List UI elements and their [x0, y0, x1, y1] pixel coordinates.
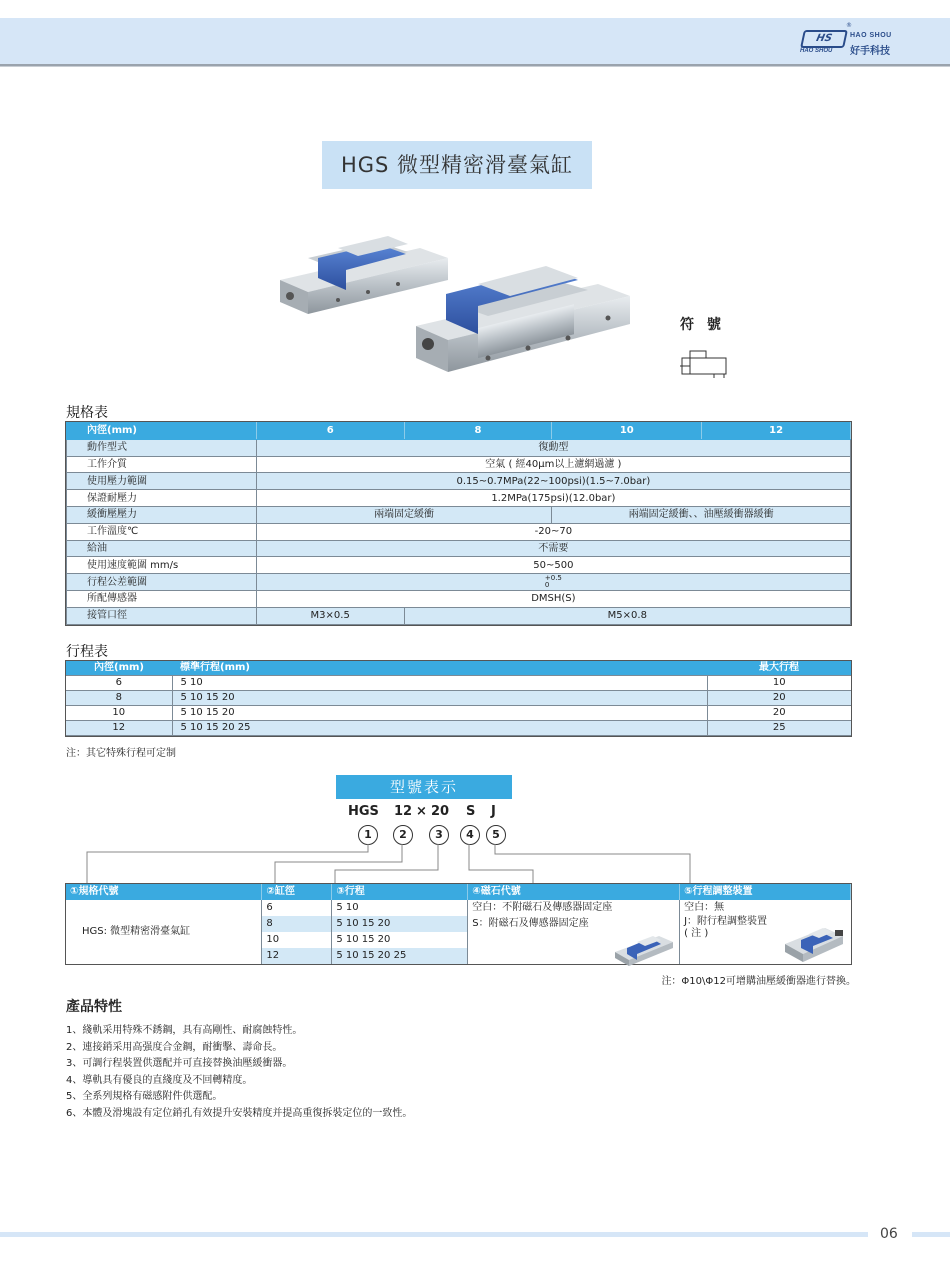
- table-row: [66, 676, 851, 691]
- model-order-table: [66, 884, 851, 964]
- col-max-stroke: 最大行程: [707, 661, 851, 676]
- page-title: HGS 微型精密滑臺氣缸: [322, 141, 592, 189]
- header-divider: [0, 66, 950, 67]
- row-value: 空氣 ( 經40μm以上濾網過濾 ): [256, 456, 850, 473]
- row-value: 兩端固定緩衝: [256, 506, 552, 523]
- header-spec-code: ①規格代號: [66, 884, 262, 900]
- feature-item: 2、連接銷采用高强度合金鋼，耐衝擊、壽命長。: [66, 1042, 283, 1053]
- code-magnet: S: [466, 804, 476, 819]
- spec-name: HGS: 微型精密滑臺氣缸: [82, 926, 191, 937]
- table-row: [67, 456, 851, 473]
- spec-heading: 規格表: [66, 405, 108, 421]
- spec-bore-10: 10: [552, 423, 702, 440]
- table-row: [66, 900, 851, 916]
- cell-max: 20: [707, 691, 851, 706]
- row-label: 緩衝壓壓力: [67, 506, 257, 523]
- feature-item: 3、可調行程裝置供選配并可直接替換油壓緩衝器。: [66, 1058, 293, 1069]
- adjust-j: J：附行程調整裝置: [684, 916, 768, 927]
- magnet-blank: 空白：不附磁石及傳感器固定座: [468, 900, 680, 916]
- row-value: 復動型: [256, 439, 850, 456]
- order-header-row: [66, 884, 851, 900]
- stroke-option: 5 10 15 20 25: [332, 948, 468, 964]
- table-row: [67, 557, 851, 574]
- features-heading: 產品特性: [66, 999, 122, 1015]
- stroke-option: 5 10 15 20: [332, 932, 468, 948]
- stroke-option: 5 10 15 20: [332, 916, 468, 932]
- feature-item: 5、全系列規格有磁感附件供選配。: [66, 1091, 223, 1102]
- code-adjust: J: [491, 804, 496, 819]
- pneumatic-symbol-icon: [678, 348, 730, 380]
- adjust-j-cell: [680, 916, 851, 964]
- cell-bore: 8: [66, 691, 172, 706]
- stroke-note: 注：其它特殊行程可定制: [66, 748, 176, 759]
- spec-bore-6: 6: [256, 423, 404, 440]
- stroke-option: 5 10: [332, 900, 468, 916]
- page-number: 06: [880, 1226, 898, 1242]
- feature-item: 1、綫軌采用特殊不銹鋼，具有高剛性、耐腐蝕特性。: [66, 1025, 303, 1036]
- bore-12: 12: [262, 948, 332, 964]
- row-label: 行程公差範圍: [67, 574, 257, 591]
- stroke-header-row: [66, 661, 851, 676]
- col-standard-stroke: 標準行程(mm): [172, 661, 707, 676]
- table-row: [67, 574, 851, 591]
- row-label: 工作介質: [67, 456, 257, 473]
- logo-english: HAO SHOU: [850, 32, 892, 39]
- spec-table: [66, 422, 851, 625]
- cell-std: 5 10 15 20 25: [172, 721, 707, 736]
- cell-bore: 6: [66, 676, 172, 691]
- row-label: 給油: [67, 540, 257, 557]
- row-value: 不需要: [256, 540, 850, 557]
- table-row: [66, 706, 851, 721]
- circle-1: 1: [358, 825, 378, 845]
- row-label: 所配傳感器: [67, 590, 257, 607]
- model-code-title: 型號表示: [336, 775, 512, 799]
- cell-max: 25: [707, 721, 851, 736]
- cell-max: 20: [707, 706, 851, 721]
- table-row: [67, 590, 851, 607]
- row-value: [256, 574, 850, 591]
- magnet-product-image: [613, 926, 675, 966]
- row-label: 保證耐壓力: [67, 490, 257, 507]
- cell-std: 5 10 15 20: [172, 691, 707, 706]
- brand-logo: [800, 22, 894, 57]
- circle-4: 4: [460, 825, 480, 845]
- row-value: M3×0.5: [256, 607, 404, 624]
- product-image: [278, 218, 638, 393]
- footer-band: [0, 1232, 868, 1237]
- code-times: ×: [416, 804, 427, 819]
- stroke-table: [66, 661, 851, 736]
- logo-english-small: HAO SHOU: [800, 48, 833, 54]
- cell-std: 5 10 15 20: [172, 706, 707, 721]
- magnet-s-cell: [468, 916, 680, 964]
- row-label: 工作溫度℃: [67, 523, 257, 540]
- row-value: 兩端固定緩衝、、油壓緩衝器緩衝: [552, 506, 851, 523]
- feature-item: 4、導軌具有優良的直綫度及不回轉精度。: [66, 1075, 253, 1086]
- row-label: 動作型式: [67, 439, 257, 456]
- code-series: HGS: [348, 804, 379, 819]
- row-value: 0.15~0.7MPa(22~100psi)(1.5~7.0bar): [256, 473, 850, 490]
- row-value: M5×0.8: [404, 607, 850, 624]
- table-row: [67, 439, 851, 456]
- row-label: 使用速度範圍 mm/s: [67, 557, 257, 574]
- circle-2: 2: [393, 825, 413, 845]
- spec-header-row: [67, 423, 851, 440]
- row-label: 使用壓力範圍: [67, 473, 257, 490]
- registered-mark: ®: [846, 22, 852, 29]
- cylinder-small: [280, 236, 448, 314]
- header-stroke: ③行程: [332, 884, 468, 900]
- row-value: 50~500: [256, 557, 850, 574]
- header-bore: ②缸徑: [262, 884, 332, 900]
- logo-mark: HS: [800, 30, 848, 48]
- connector-lines: [60, 844, 720, 886]
- col-bore: 內徑(mm): [66, 661, 172, 676]
- logo-chinese: 好手科技: [850, 46, 890, 57]
- footer-band-right: [912, 1232, 950, 1237]
- row-label: 接管口徑: [67, 607, 257, 624]
- bore-6: 6: [262, 900, 332, 916]
- buffer-note: 注：Φ10\Φ12可增購油壓緩衝器進行替換。: [661, 976, 856, 987]
- table-row: [67, 523, 851, 540]
- row-value: 1.2MPa(175psi)(12.0bar): [256, 490, 850, 507]
- stroke-heading: 行程表: [66, 644, 108, 660]
- spec-bore-label: 內徑(mm): [67, 423, 257, 440]
- bore-8: 8: [262, 916, 332, 932]
- cell-std: 5 10: [172, 676, 707, 691]
- spec-bore-12: 12: [702, 423, 851, 440]
- table-row: [67, 540, 851, 557]
- row-value: DMSH(S): [256, 590, 850, 607]
- row-value: -20~70: [256, 523, 850, 540]
- header-magnet: ④磁石代號: [468, 884, 680, 900]
- bore-10: 10: [262, 932, 332, 948]
- table-row: [66, 691, 851, 706]
- code-stroke: 20: [431, 804, 450, 819]
- circle-5: 5: [486, 825, 506, 845]
- symbol-label: 符 號: [680, 317, 725, 333]
- cell-bore: 10: [66, 706, 172, 721]
- tolerance-upper: +0.5: [544, 573, 562, 582]
- cell-max: 10: [707, 676, 851, 691]
- adjust-blank: 空白：無: [680, 900, 851, 916]
- circle-3: 3: [429, 825, 449, 845]
- table-row: [67, 490, 851, 507]
- tolerance-lower: 0: [544, 580, 550, 589]
- cylinder-large: [416, 266, 630, 372]
- magnet-s: S：附磁石及傳感器固定座: [472, 918, 589, 929]
- adjust-note: ( 注 ): [684, 928, 709, 939]
- code-bore: 12: [394, 804, 413, 819]
- spec-bore-8: 8: [404, 423, 552, 440]
- table-row: [67, 506, 851, 523]
- table-row: [66, 721, 851, 736]
- header-adjust: ⑤行程調整裝置: [680, 884, 851, 900]
- feature-item: 6、本體及滑塊設有定位銷孔有效提升安裝精度并提高重復拆裝定位的一致性。: [66, 1108, 413, 1119]
- table-row: [67, 473, 851, 490]
- cell-bore: 12: [66, 721, 172, 736]
- table-row: [67, 607, 851, 624]
- adjuster-product-image: [781, 920, 847, 964]
